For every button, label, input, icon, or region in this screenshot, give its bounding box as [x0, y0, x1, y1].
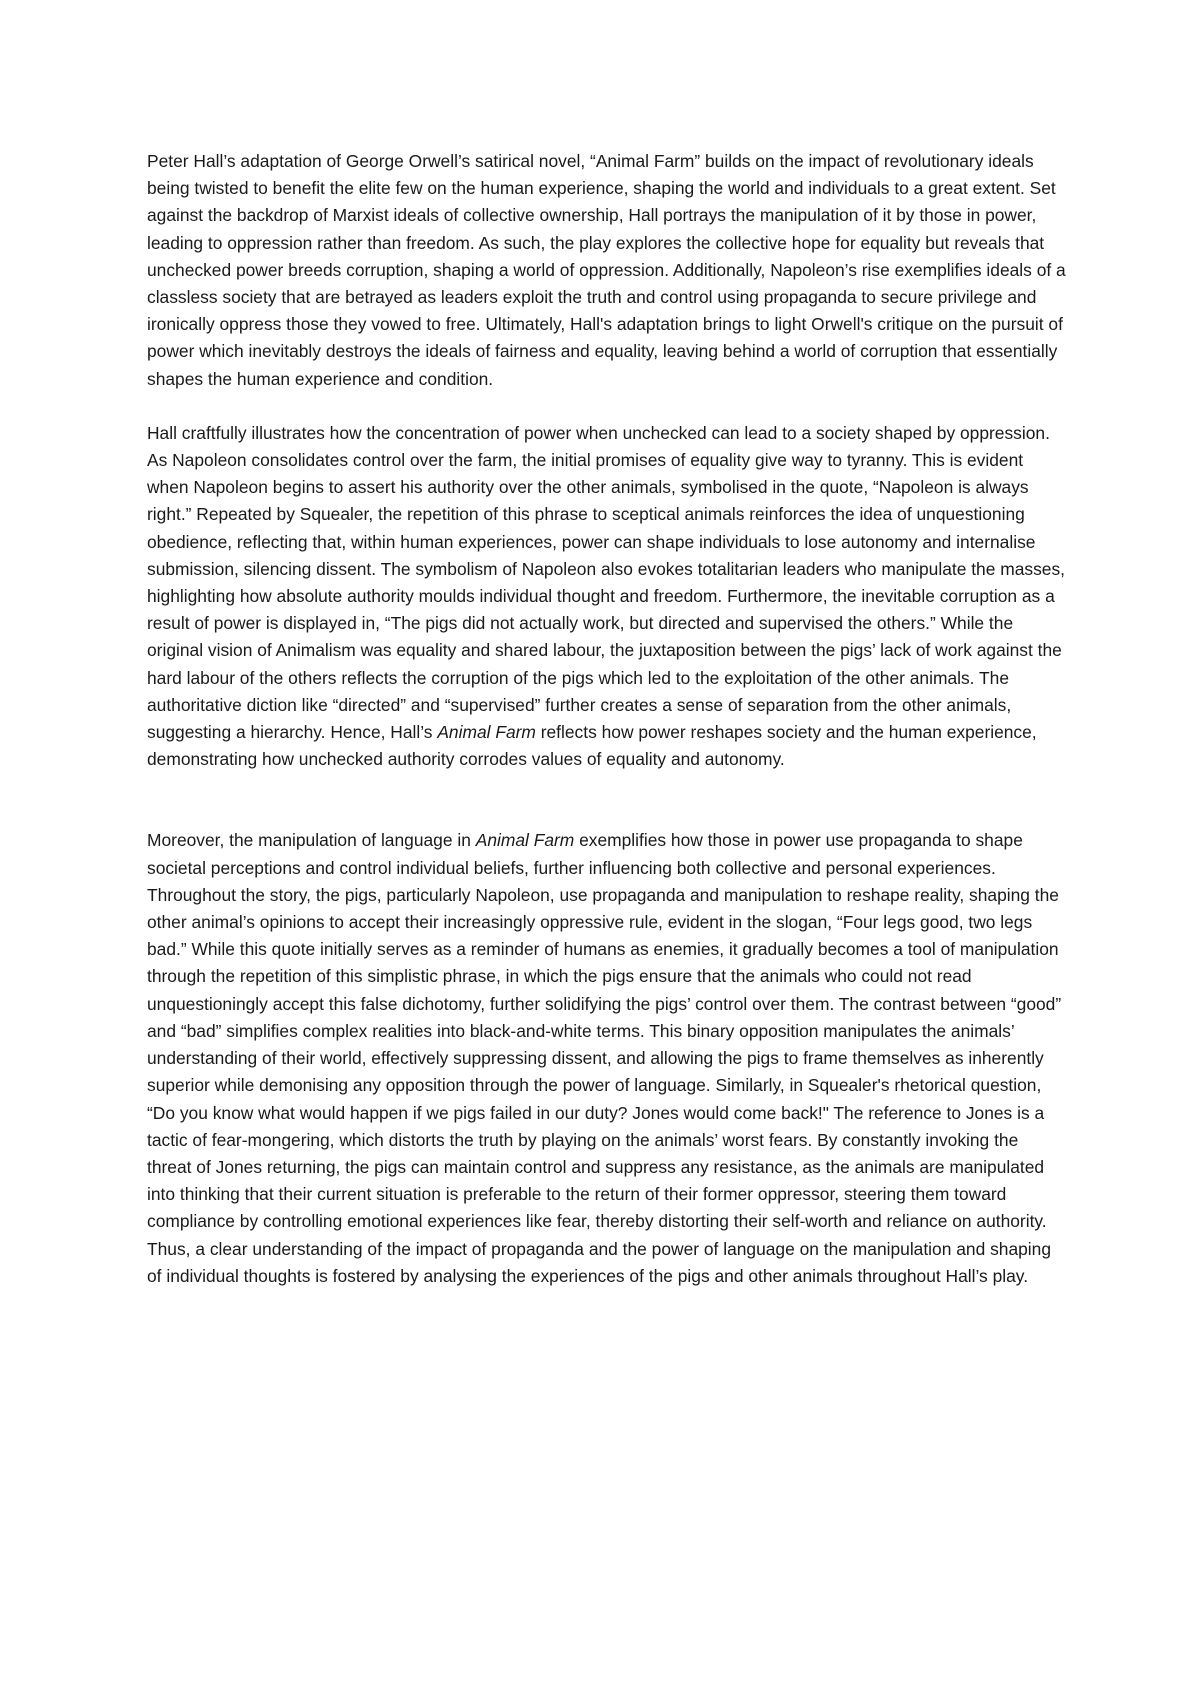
paragraph-body-language — [147, 827, 1067, 1289]
paragraph-body-power-title-italic: Animal Farm — [437, 722, 536, 743]
paragraph-body-power — [147, 420, 1067, 774]
paragraph-introduction — [147, 148, 1067, 393]
paragraph-body-language-text-start: Moreover, the manipulation of language in — [147, 830, 476, 851]
paragraph-introduction-text: Peter Hall’s adaptation of George Orwell’s satirical novel, “Animal Farm” builds on the impact of revolutionary ideals being twisted to benefit the elite few on the human experience, shaping the world and individuals to a great extent. Set against the backdrop of Marxist ideals of collective ownership, Hall portrays the manipulation of it by those in power, leading to oppression rather than freedom. As such, the play explores the collective hope for equality but reveals that unchecked power breeds corruption, shaping a world of oppression. Additionally, Napoleon’s rise exemplifies ideals of a classless society that are betrayed as leaders exploit the truth and control using propaganda to secure privilege and ironically oppress those they vowed to free. Ultimately, Hall's adaptation brings to light Orwell's critique on the pursuit of power which inevitably destroys the ideals of fairness and equality, leaving behind a world of corruption that essentially shapes the human experience and condition. — [147, 151, 1066, 389]
paragraph-body-power-text-end: reflects how power reshapes society and the human experience, demonstrating how unchecked authority corrodes values of equality and autonomy. — [147, 722, 1037, 770]
document-body — [147, 148, 1067, 1290]
paragraph-body-power-text-start: Hall craftfully illustrates how the concentration of power when unchecked can lead to a society shaped by oppression. As Napoleon consolidates control over the farm, the initial promises of equality give way to tyranny. This is evident when Napoleon begins to assert his authority over the other animals, symbolised in the quote, “Napoleon is always right.” Repeated by Squealer, the repetition of this phrase to sceptical animals reinforces the idea of unquestioning obedience, reflecting that, within human experiences, power can shape individuals to lose autonomy and internalise submission, silencing dissent. The symbolism of Napoleon also evokes totalitarian leaders who manipulate the masses, highlighting how absolute authority moulds individual thought and freedom. Furthermore, the inevitable corruption as a result of power is displayed in, “The pigs did not actually work, but directed and supervised the others.” While the original vision of Animalism was equality and shared labour, the juxtaposition between the pigs’ lack of work against the hard labour of the others reflects the corruption of the pigs which led to the exploitation of the other animals. The authoritative diction like “directed” and “supervised” further creates a sense of separation from the other animals, suggesting a hierarchy. Hence, Hall’s — [147, 422, 1065, 743]
paragraph-body-language-title-italic: Animal Farm — [475, 830, 575, 851]
paragraph-body-language-text-end: exemplifies how those in power use propaganda to shape societal perceptions and control individual beliefs, further influencing both collective and personal experiences. Throughout the story, the pigs, particularly Napoleon, use propaganda and manipulation to reshape reality, shaping the other animal’s opinions to accept their increasingly oppressive rule, evident in the slogan, “Four legs good, two legs bad.” While this quote initially serves as a reminder of humans as enemies, it gradually becomes a tool of manipulation through the repetition of this simplistic phrase, in which the pigs ensure that the animals who could not read unquestioningly accept this false dichotomy, further solidifying the pigs’ control over them. The contrast between “good” and “bad” simplifies complex realities into black-and-white terms. This binary opposition manipulates the animals’ understanding of their world, effectively suppressing dissent, and allowing the pigs to frame themselves as inherently superior while demonising any opposition through the power of language. Similarly, in Squealer's rhetorical question, “Do you know what would happen if we pigs failed in our duty? Jones would come back!" The reference to Jones is a tactic of fear-mongering, which distorts the truth by playing on the animals’ worst fears. By constantly invoking the threat of Jones returning, the pigs can maintain control and suppress any resistance, as the animals are manipulated into thinking that their current situation is preferable to the return of their former oppressor, steering them toward compliance by controlling emotional experiences like fear, thereby distorting their self-worth and reliance on authority. Thus, a clear understanding of the impact of propaganda and the power of language on the manipulation and shaping of individual thoughts is fostered by analysing the experiences of the pigs and other animals throughout Hall’s play. — [147, 830, 1062, 1286]
